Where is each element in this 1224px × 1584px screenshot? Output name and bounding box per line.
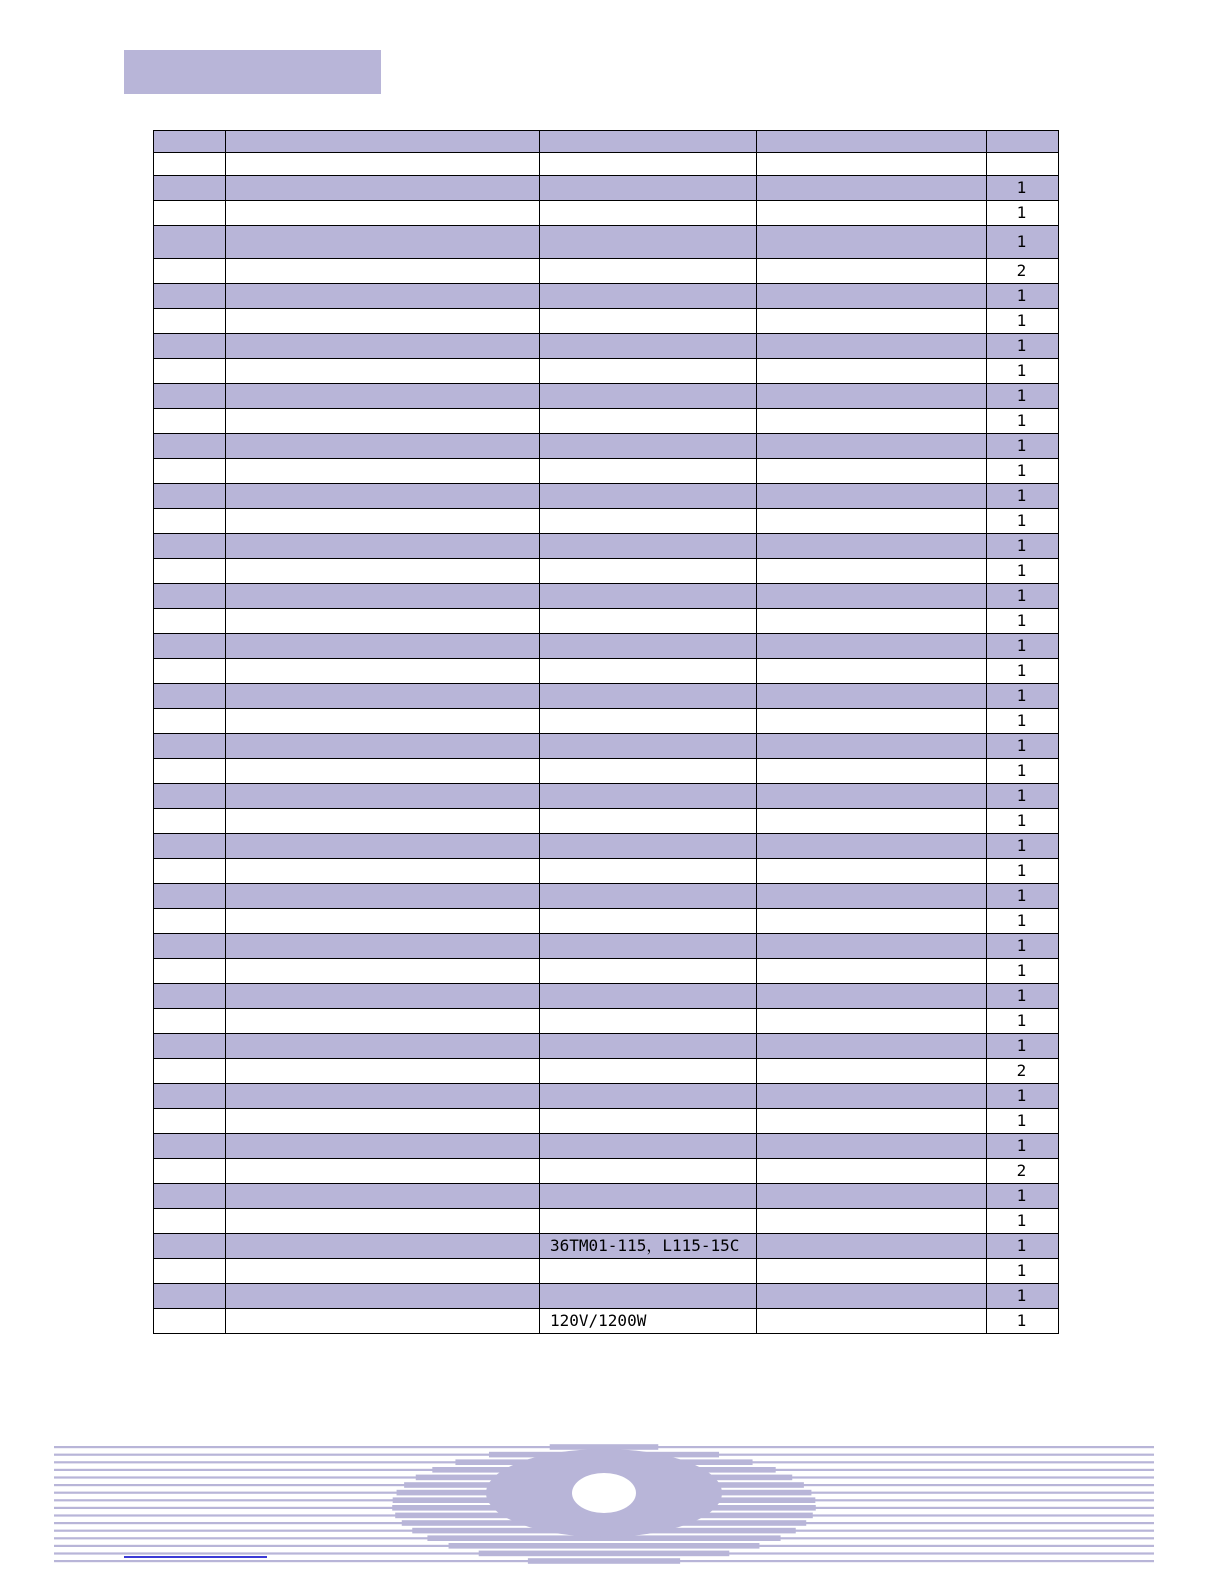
cell-code xyxy=(757,884,987,909)
cell-name xyxy=(226,559,540,584)
cell-name xyxy=(226,659,540,684)
footer-logo-band xyxy=(528,1558,680,1564)
cell-spec xyxy=(540,309,757,334)
cell-spec xyxy=(540,859,757,884)
title-banner xyxy=(124,50,381,94)
cell-name xyxy=(226,259,540,284)
cell-spec xyxy=(540,409,757,434)
cell-no xyxy=(154,1134,226,1159)
cell-qty: 1 xyxy=(987,709,1059,734)
table-row xyxy=(154,226,1059,259)
cell-spec xyxy=(540,1159,757,1184)
table-row xyxy=(154,1134,1059,1159)
cell-name xyxy=(226,1284,540,1309)
table-row xyxy=(154,284,1059,309)
cell-code xyxy=(757,434,987,459)
cell-name xyxy=(226,309,540,334)
cell-spec xyxy=(540,659,757,684)
parts-list-table xyxy=(153,130,1059,1334)
cell-code xyxy=(757,409,987,434)
cell-qty: 1 xyxy=(987,959,1059,984)
cell-qty: 1 xyxy=(987,1284,1059,1309)
table-row xyxy=(154,259,1059,284)
cell-name xyxy=(226,734,540,759)
cell-name xyxy=(226,459,540,484)
cell-name xyxy=(226,201,540,226)
header-cell-qty xyxy=(987,131,1059,153)
cell-name xyxy=(226,884,540,909)
cell-spec xyxy=(540,259,757,284)
cell-no xyxy=(154,584,226,609)
cell-no xyxy=(154,384,226,409)
cell-qty: 1 xyxy=(987,284,1059,309)
cell-code xyxy=(757,284,987,309)
cell-qty: 1 xyxy=(987,584,1059,609)
table-row xyxy=(154,859,1059,884)
cell-code xyxy=(757,934,987,959)
cell-spec xyxy=(540,1184,757,1209)
cell-qty: 1 xyxy=(987,1009,1059,1034)
cell-spec xyxy=(540,1209,757,1234)
cell-code xyxy=(757,1034,987,1059)
cell-code xyxy=(757,259,987,284)
cell-no xyxy=(154,1184,226,1209)
cell-no xyxy=(154,909,226,934)
table-header-row xyxy=(154,131,1059,153)
cell-spec xyxy=(540,1134,757,1159)
cell-code xyxy=(757,1259,987,1284)
cell-qty: 1 xyxy=(987,1034,1059,1059)
cell-qty: 1 xyxy=(987,784,1059,809)
cell-name xyxy=(226,984,540,1009)
table-row xyxy=(154,1084,1059,1109)
cell-spec xyxy=(540,434,757,459)
cell-spec xyxy=(540,559,757,584)
cell-code xyxy=(757,1109,987,1134)
cell-no xyxy=(154,1034,226,1059)
cell-qty: 2 xyxy=(987,1059,1059,1084)
table-row xyxy=(154,1259,1059,1284)
cell-spec xyxy=(540,734,757,759)
cell-code xyxy=(757,1084,987,1109)
cell-code xyxy=(757,334,987,359)
cell-qty: 1 xyxy=(987,634,1059,659)
cell-code xyxy=(757,559,987,584)
cell-qty: 1 xyxy=(987,834,1059,859)
table-row xyxy=(154,1234,1059,1259)
table-row xyxy=(154,1209,1059,1234)
cell-name xyxy=(226,784,540,809)
cell-name xyxy=(226,934,540,959)
cell-code xyxy=(757,1134,987,1159)
cell-qty: 2 xyxy=(987,259,1059,284)
table-row xyxy=(154,409,1059,434)
cell-no xyxy=(154,809,226,834)
cell-code xyxy=(757,176,987,201)
cell-no xyxy=(154,784,226,809)
cell-code xyxy=(757,201,987,226)
table-row xyxy=(154,809,1059,834)
cell-name xyxy=(226,709,540,734)
cell-name xyxy=(226,226,540,259)
cell-no xyxy=(154,959,226,984)
cell-code xyxy=(757,1209,987,1234)
cell-no xyxy=(154,226,226,259)
cell-qty: 1 xyxy=(987,1259,1059,1284)
cell-spec xyxy=(540,1109,757,1134)
cell-name xyxy=(226,959,540,984)
cell-qty: 1 xyxy=(987,734,1059,759)
table-row xyxy=(154,176,1059,201)
cell-code xyxy=(757,1184,987,1209)
cell-spec: 36TM01-115，L115-15C xyxy=(540,1234,757,1259)
cell-code xyxy=(757,534,987,559)
cell-qty: 1 xyxy=(987,409,1059,434)
cell-qty: 1 xyxy=(987,759,1059,784)
cell-name xyxy=(226,1034,540,1059)
header-cell-spec xyxy=(540,131,757,153)
table-row xyxy=(154,201,1059,226)
cell-name xyxy=(226,834,540,859)
table-row-blank xyxy=(154,153,1059,176)
cell-name xyxy=(226,284,540,309)
cell-spec xyxy=(540,759,757,784)
cell-no xyxy=(154,1259,226,1284)
cell-spec xyxy=(540,1009,757,1034)
cell-spec xyxy=(540,834,757,859)
table-row xyxy=(154,984,1059,1009)
cell-no xyxy=(154,1209,226,1234)
cell-qty: 1 xyxy=(987,1234,1059,1259)
cell-spec xyxy=(540,584,757,609)
cell-qty: 1 xyxy=(987,509,1059,534)
cell-qty: 1 xyxy=(987,334,1059,359)
table-row xyxy=(154,309,1059,334)
cell-no xyxy=(154,1309,226,1334)
cell-qty: 1 xyxy=(987,559,1059,584)
cell-name xyxy=(226,434,540,459)
table-row xyxy=(154,1309,1059,1334)
cell-qty: 1 xyxy=(987,809,1059,834)
table-row xyxy=(154,784,1059,809)
cell-qty: 1 xyxy=(987,884,1059,909)
cell-spec xyxy=(540,201,757,226)
table-row xyxy=(154,759,1059,784)
table-row xyxy=(154,509,1059,534)
table-row xyxy=(154,384,1059,409)
cell-code xyxy=(757,359,987,384)
cell-no xyxy=(154,409,226,434)
cell-name xyxy=(226,609,540,634)
cell-no xyxy=(154,884,226,909)
cell-qty: 1 xyxy=(987,1109,1059,1134)
cell-no xyxy=(154,284,226,309)
cell-spec: 120V/1200W xyxy=(540,1309,757,1334)
cell-spec xyxy=(540,684,757,709)
cell-code xyxy=(757,1234,987,1259)
table-row xyxy=(154,334,1059,359)
table-row xyxy=(154,359,1059,384)
cell-no xyxy=(154,176,226,201)
table-row xyxy=(154,684,1059,709)
table-row xyxy=(154,884,1059,909)
table-row xyxy=(154,1109,1059,1134)
cell-code xyxy=(757,909,987,934)
cell-no xyxy=(154,634,226,659)
footer-stripe-logo xyxy=(54,1442,1154,1566)
cell-name xyxy=(226,359,540,384)
cell-spec xyxy=(540,1059,757,1084)
cell-name xyxy=(226,176,540,201)
cell-no xyxy=(154,559,226,584)
table-row xyxy=(154,834,1059,859)
table-row xyxy=(154,459,1059,484)
table-row xyxy=(154,1159,1059,1184)
table-row xyxy=(154,1034,1059,1059)
cell-code xyxy=(757,459,987,484)
table-row xyxy=(154,534,1059,559)
cell-code xyxy=(757,659,987,684)
cell-name xyxy=(226,384,540,409)
table-row xyxy=(154,559,1059,584)
cell-name xyxy=(226,809,540,834)
cell-code xyxy=(757,1159,987,1184)
cell-qty: 1 xyxy=(987,909,1059,934)
cell-no xyxy=(154,1109,226,1134)
cell-no xyxy=(154,509,226,534)
cell-spec xyxy=(540,984,757,1009)
cell-spec xyxy=(540,384,757,409)
header-cell-no xyxy=(154,131,226,153)
cell-name xyxy=(226,534,540,559)
cell-no xyxy=(154,459,226,484)
cell-name xyxy=(226,1134,540,1159)
cell-no xyxy=(154,734,226,759)
header-cell-name xyxy=(226,131,540,153)
cell-qty: 1 xyxy=(987,1134,1059,1159)
cell-spec xyxy=(540,709,757,734)
cell-spec xyxy=(540,959,757,984)
cell-spec xyxy=(540,534,757,559)
cell-name xyxy=(226,684,540,709)
table-row xyxy=(154,1059,1059,1084)
cell-qty: 1 xyxy=(987,434,1059,459)
cell-name xyxy=(226,1159,540,1184)
table-row xyxy=(154,584,1059,609)
cell-spec xyxy=(540,809,757,834)
cell-code xyxy=(757,309,987,334)
cell-qty: 1 xyxy=(987,534,1059,559)
cell-name xyxy=(226,1259,540,1284)
footer-link-underline xyxy=(124,1556,267,1558)
cell-qty: 1 xyxy=(987,484,1059,509)
cell-name xyxy=(226,909,540,934)
cell-code xyxy=(757,1059,987,1084)
cell-code xyxy=(757,584,987,609)
cell-code xyxy=(757,226,987,259)
cell-code xyxy=(757,734,987,759)
table-row xyxy=(154,609,1059,634)
cell-code xyxy=(757,609,987,634)
cell-spec xyxy=(540,226,757,259)
cell-spec xyxy=(540,634,757,659)
cell-qty: 1 xyxy=(987,176,1059,201)
cell-no xyxy=(154,1084,226,1109)
cell-code xyxy=(757,634,987,659)
cell-spec xyxy=(540,284,757,309)
table-row xyxy=(154,484,1059,509)
cell-no xyxy=(154,1059,226,1084)
cell-no xyxy=(154,859,226,884)
cell-no xyxy=(154,1009,226,1034)
cell-name xyxy=(226,409,540,434)
table-row xyxy=(154,659,1059,684)
footer-logo-band xyxy=(449,1543,760,1549)
cell-no xyxy=(154,759,226,784)
cell-no xyxy=(154,984,226,1009)
cell-qty: 1 xyxy=(987,226,1059,259)
cell-spec xyxy=(540,1084,757,1109)
header-cell-code xyxy=(757,131,987,153)
cell-code xyxy=(757,1009,987,1034)
cell-qty: 1 xyxy=(987,459,1059,484)
cell-code xyxy=(757,1309,987,1334)
table-row xyxy=(154,1284,1059,1309)
cell-code xyxy=(757,1284,987,1309)
cell-name xyxy=(226,1109,540,1134)
cell-name xyxy=(226,1084,540,1109)
footer-logo-band xyxy=(479,1551,730,1557)
cell-no xyxy=(154,684,226,709)
cell-qty: 2 xyxy=(987,1159,1059,1184)
cell-code xyxy=(757,809,987,834)
cell-code xyxy=(757,709,987,734)
cell-spec xyxy=(540,1259,757,1284)
cell-spec xyxy=(540,934,757,959)
cell-name xyxy=(226,634,540,659)
cell-name xyxy=(226,1184,540,1209)
table-row xyxy=(154,1184,1059,1209)
cell-qty: 1 xyxy=(987,934,1059,959)
cell-no xyxy=(154,1234,226,1259)
cell-code xyxy=(757,959,987,984)
cell-code xyxy=(757,834,987,859)
table-row xyxy=(154,909,1059,934)
cell-code xyxy=(757,859,987,884)
cell-no xyxy=(154,309,226,334)
footer-logo-center xyxy=(572,1473,636,1513)
cell-spec xyxy=(540,484,757,509)
cell-name xyxy=(226,1234,540,1259)
cell-code xyxy=(757,384,987,409)
cell-spec xyxy=(540,1284,757,1309)
cell-no xyxy=(154,659,226,684)
footer-logo-band xyxy=(550,1444,659,1450)
table-row xyxy=(154,934,1059,959)
cell-name xyxy=(226,334,540,359)
cell-qty: 1 xyxy=(987,384,1059,409)
cell-code xyxy=(757,984,987,1009)
cell-code xyxy=(757,484,987,509)
cell-qty: 1 xyxy=(987,984,1059,1009)
cell-name xyxy=(226,759,540,784)
cell-no xyxy=(154,434,226,459)
cell-qty: 1 xyxy=(987,359,1059,384)
cell-spec xyxy=(540,884,757,909)
cell-qty: 1 xyxy=(987,309,1059,334)
cell-name xyxy=(226,484,540,509)
cell-no xyxy=(154,709,226,734)
table-row xyxy=(154,634,1059,659)
cell-no xyxy=(154,359,226,384)
cell-spec xyxy=(540,1034,757,1059)
cell-no xyxy=(154,334,226,359)
cell-qty: 1 xyxy=(987,201,1059,226)
table-row xyxy=(154,734,1059,759)
cell-spec xyxy=(540,176,757,201)
cell-code xyxy=(757,759,987,784)
cell-code xyxy=(757,509,987,534)
cell-qty: 1 xyxy=(987,1209,1059,1234)
cell-spec xyxy=(540,359,757,384)
cell-name xyxy=(226,1009,540,1034)
cell-spec xyxy=(540,609,757,634)
cell-spec xyxy=(540,784,757,809)
cell-spec xyxy=(540,334,757,359)
cell-qty: 1 xyxy=(987,684,1059,709)
cell-spec xyxy=(540,909,757,934)
cell-qty: 1 xyxy=(987,1184,1059,1209)
cell-qty: 1 xyxy=(987,1084,1059,1109)
cell-code xyxy=(757,684,987,709)
table-row xyxy=(154,959,1059,984)
cell-name xyxy=(226,1209,540,1234)
cell-spec xyxy=(540,509,757,534)
cell-code xyxy=(757,784,987,809)
cell-spec xyxy=(540,459,757,484)
cell-qty: 1 xyxy=(987,859,1059,884)
table-row xyxy=(154,709,1059,734)
cell-no xyxy=(154,934,226,959)
cell-no xyxy=(154,1284,226,1309)
cell-no xyxy=(154,259,226,284)
cell-no xyxy=(154,609,226,634)
cell-qty: 1 xyxy=(987,609,1059,634)
cell-name xyxy=(226,1309,540,1334)
table-row xyxy=(154,1009,1059,1034)
cell-qty: 1 xyxy=(987,1309,1059,1334)
cell-name xyxy=(226,584,540,609)
cell-no xyxy=(154,201,226,226)
cell-name xyxy=(226,859,540,884)
cell-no xyxy=(154,1159,226,1184)
cell-no xyxy=(154,484,226,509)
cell-name xyxy=(226,509,540,534)
table-row xyxy=(154,434,1059,459)
cell-qty: 1 xyxy=(987,659,1059,684)
cell-name xyxy=(226,1059,540,1084)
cell-no xyxy=(154,534,226,559)
cell-no xyxy=(154,834,226,859)
